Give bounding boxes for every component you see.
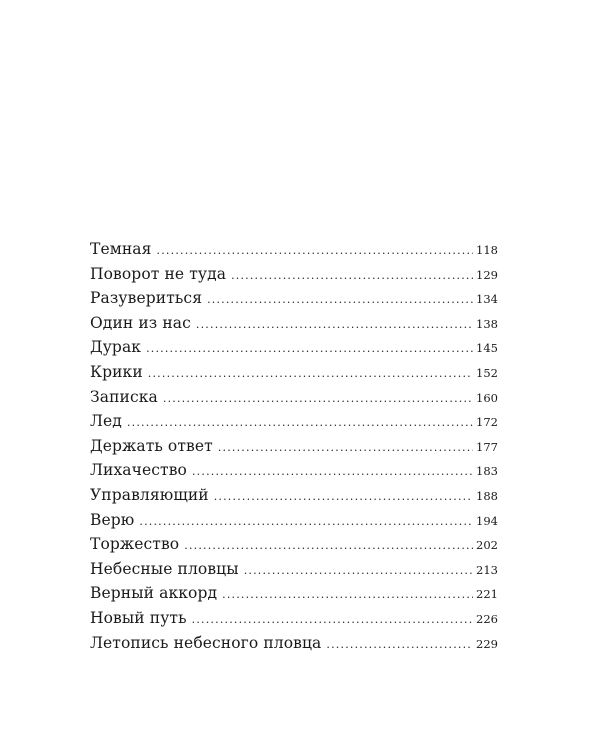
toc-entry-title: Темная [90,240,152,258]
toc-entry-page: 229 [476,636,498,651]
toc-dot-leader [326,633,473,658]
toc-dot-leader [222,583,473,608]
toc-entry[interactable] [90,409,498,434]
toc-entry-title: Дурак [90,338,142,357]
toc-dot-leader [163,387,473,412]
toc-entry-title: Верю [90,510,135,529]
toc-dot-leader [196,313,473,338]
toc-dot-leader [207,288,473,313]
toc-entry-page: 213 [476,562,498,577]
toc-entry[interactable] [90,483,498,508]
toc-dot-leader [127,411,473,436]
toc-entry-page: 138 [476,316,498,331]
toc-entry-title: Крики [90,362,143,381]
toc-entry-title: Новый путь [90,608,187,627]
toc-entry[interactable] [90,631,498,656]
toc-entry-page: 152 [476,365,498,380]
toc-entry[interactable] [90,262,498,287]
toc-entry[interactable] [90,557,498,582]
toc-entry-title: Верный аккорд [90,584,218,603]
toc-entry[interactable] [90,385,498,410]
toc-entry[interactable] [90,434,498,459]
toc-dot-leader [192,608,473,633]
toc-dot-leader [244,559,473,584]
toc-entry-page: 129 [476,267,498,282]
toc-entry-title: Летопись небесного пловца [90,633,322,652]
toc-entry-page: 202 [476,538,498,553]
toc-entry-title: Небесные пловцы [90,559,239,578]
toc-entry-title: Держать ответ [90,436,213,455]
toc-entry-page: 160 [476,390,498,405]
toc-entry[interactable] [90,458,498,483]
toc-dot-leader [184,534,473,559]
toc-dot-leader [148,362,473,387]
toc-entry-page: 183 [476,464,498,479]
toc-entry-title: Один из нас [90,313,191,332]
toc-dot-leader [218,436,473,461]
toc-entry-page: 221 [476,587,498,602]
toc-entry[interactable] [90,532,498,557]
toc-dot-leader [192,460,473,485]
toc-entry-page: 188 [476,488,498,503]
toc-entry[interactable] [90,581,498,606]
toc-dot-leader [146,337,473,362]
toc-entry[interactable] [90,237,498,262]
toc-entry-title: Поворот не туда [90,264,227,283]
toc-entry-page: 145 [476,341,498,356]
toc-entry-title: Управляющий [90,485,209,504]
toc-entry[interactable] [90,508,498,533]
toc-dot-leader [139,510,473,535]
toc-entry-title: Записка [90,387,158,406]
toc-entry[interactable] [90,335,498,360]
toc-entry-page: 134 [476,292,498,307]
toc-dot-leader [231,264,473,289]
toc-entry[interactable] [90,311,498,336]
toc-entry[interactable] [90,360,498,385]
toc-entry[interactable] [90,286,498,311]
toc-entry-title: Разувериться [90,289,203,308]
table-of-contents [90,237,498,655]
toc-entry-page: 172 [476,415,498,430]
toc-entry-title: Лед [90,412,122,431]
toc-dot-leader [157,239,474,264]
toc-entry-page: 194 [476,513,498,528]
toc-entry-title: Лихачество [90,461,187,480]
toc-entry-page: 226 [476,611,498,626]
toc-entry-title: Торжество [90,535,180,554]
toc-entry[interactable] [90,606,498,631]
toc-dot-leader [214,485,473,510]
toc-entry-page: 118 [476,243,498,257]
toc-entry-page: 177 [476,439,498,454]
